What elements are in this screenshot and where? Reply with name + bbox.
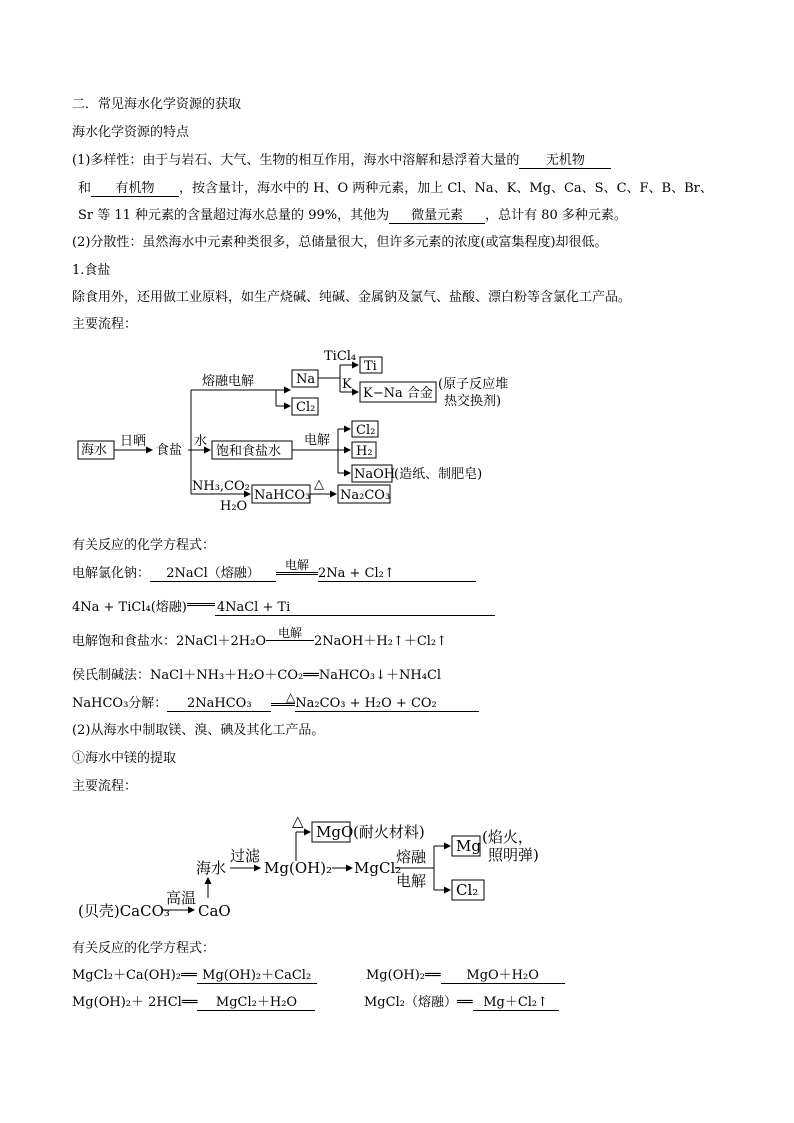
section-title: 二．常见海水化学资源的获取 [72,97,242,112]
label-salt: 食盐 [156,443,183,458]
label-h2o: H₂O [220,499,248,514]
equation-electrolysis-brine [72,626,448,650]
salt-heading: 1.食盐 [72,263,111,278]
label-mgcl2: MgCl₂ [354,859,402,877]
p1-text-a: (1)多样性：由于与岩石、大气、生物的相互作用，海水中溶解和悬浮着大量的 [72,153,520,168]
equation-mgoh2-decomp [366,968,565,984]
label-ticl4: TiCl₄ [324,349,357,364]
salt-flow-diagram [70,340,530,520]
eq3-label: 电解饱和食盐水： [72,634,177,649]
equation-mgcl2-caoh2 [72,968,317,984]
eq8-right: MgCl₂＋H₂O [197,995,315,1011]
label-shell-caco3: (贝壳)CaCO₃ [78,902,170,920]
eq7-left: Mg(OH)₂══ [366,968,441,983]
label-cl2-mid: Cl₂ [356,423,376,438]
label-mgo-heat: △ [292,812,304,830]
eq5-condition: △ [271,691,295,706]
label-heat: △ [314,477,324,492]
label-mgoh2: Mg(OH)₂ [264,859,333,877]
eq1-right: 2Na + Cl₂↑ [318,566,476,582]
eq8-left: Mg(OH)₂＋ 2HCl══ [72,995,198,1010]
eq1-left: 2NaCl（熔融） [150,566,276,582]
equation-mgoh2-hcl [72,995,315,1011]
equation-hou-process [72,668,441,684]
magnesium-flow-diagram [70,806,560,926]
eq5-left: 2NaHCO₃ [167,696,271,712]
eq9-right: Mg＋Cl₂↑ [473,995,559,1011]
salt-description: 除食用外，还用做工业原料，如生产烧碱、纯碱、金属钠及氯气、盐酸、漂白粉等含氯化工产品。 [72,290,632,305]
features-title: 海水化学资源的特点 [72,125,190,140]
p1-text-c: ，按含量计，海水中的 H、O 两种元素，加上 Cl、Na、K、Mg、Ca、S、C、F、B、Br、 [179,181,713,196]
eq5-right: Na₂CO₃ + H₂O + CO₂ [295,696,479,712]
label-mg-note2: 照明弹) [488,846,539,864]
label-high-temp: 高温 [166,889,197,907]
label-sun-dry: 日晒 [120,434,147,449]
label-kna-note1: (原子反应堆 [438,377,509,392]
label-seawater: 海水 [81,443,108,458]
paragraph-diversity-line2 [78,181,713,197]
label-naoh: NaOH [354,467,396,482]
eq1-condition: 电解 [276,559,318,575]
eq1-label: 电解氯化钠： [72,566,151,581]
label-mg-seawater: 海水 [196,859,227,877]
label-mg: Mg [456,837,481,855]
equation-na-ticl4 [72,600,495,616]
paragraph-diversity [72,153,611,169]
eq3-right: 2NaOH＋H₂↑＋Cl₂↑ [314,634,448,649]
blank-inorganic: 无机物 [519,153,611,169]
label-naoh-note: (造纸、制肥皂) [394,467,483,482]
eq2-right: 4NaCl + Ti [215,600,495,616]
paragraph-dispersion: (2)分散性：虽然海水中元素种类很多，总储量很大，但许多元素的浓度(或富集程度)却很低。 [72,235,608,250]
label-filter: 过滤 [230,847,261,865]
label-ti: Ti [364,359,377,374]
label-kna-alloy: K−Na 合金 [363,386,433,401]
p1-text-e: ，总计有 80 多种元素。 [485,208,627,223]
equation-nahco3-decomposition [72,690,479,712]
salt-flow-title: 主要流程： [72,317,138,332]
label-electrolysis: 电解 [304,433,331,448]
p1-text-b: 和 [78,181,92,196]
equation-mgcl2-electrolysis [364,995,559,1011]
label-mg-note1: (焰火， [482,828,533,846]
equations-title-2: 有关反应的化学方程式： [72,941,216,956]
label-na2co3: Na₂CO₃ [340,488,391,503]
label-melt: 熔融 [396,848,427,866]
eq4-label: 侯氏制碱法： [72,668,151,683]
paragraph-diversity-line3 [78,208,627,224]
eq3-left: 2NaCl＋2H₂O [176,634,266,649]
eq4-text: NaCl＋NH₃＋H₂O＋CO₂══NaHCO₃↓＋NH₄Cl [150,668,442,683]
label-mgo-note: (耐火材料) [353,823,425,841]
label-water: 水 [194,434,208,449]
label-nahco3: NaHCO₃ [254,488,311,503]
blank-organic: 有机物 [91,181,179,197]
label-nh3-co2: NH₃,CO₂ [192,479,250,494]
label-cl2-top: Cl₂ [296,400,316,415]
mg-heading: (2)从海水中制取镁、溴、碘及其化工产品。 [72,723,325,738]
label-electro: 电解 [396,872,427,890]
label-na: Na [296,372,316,387]
label-cl2-mg: Cl₂ [456,881,479,899]
eq9-left: MgCl₂（熔融）══ [364,995,473,1010]
label-h2: H₂ [356,444,373,459]
mg-flow-title: 主要流程： [72,779,138,794]
eq6-right: Mg(OH)₂＋CaCl₂ [197,968,317,984]
eq2-left: 4Na + TiCl₄(熔融) [72,600,187,615]
label-mgo: MgO [316,823,354,841]
label-melt-electrolysis: 熔融电解 [202,374,255,389]
label-brine: 饱和食盐水 [216,444,282,459]
equation-electrolysis-nacl [72,558,476,583]
mg-subheading: ①海水中镁的提取 [72,751,177,766]
label-k: K [342,377,352,392]
p1-text-d: Sr 等 11 种元素的含量超过海水总量的 99%，其他为 [78,208,390,223]
eq6-left: MgCl₂＋Ca(OH)₂══ [72,968,197,983]
label-cao: CaO [198,902,231,920]
equations-title-1: 有关反应的化学方程式： [72,538,216,553]
eq2-equals [187,603,215,606]
eq7-right: MgO＋H₂O [441,968,565,984]
blank-trace: 微量元素 [389,208,485,224]
eq5-label: NaHCO₃分解： [72,696,168,711]
eq3-condition: 电解 [266,627,314,641]
label-kna-note2: 热交换剂) [444,394,502,409]
